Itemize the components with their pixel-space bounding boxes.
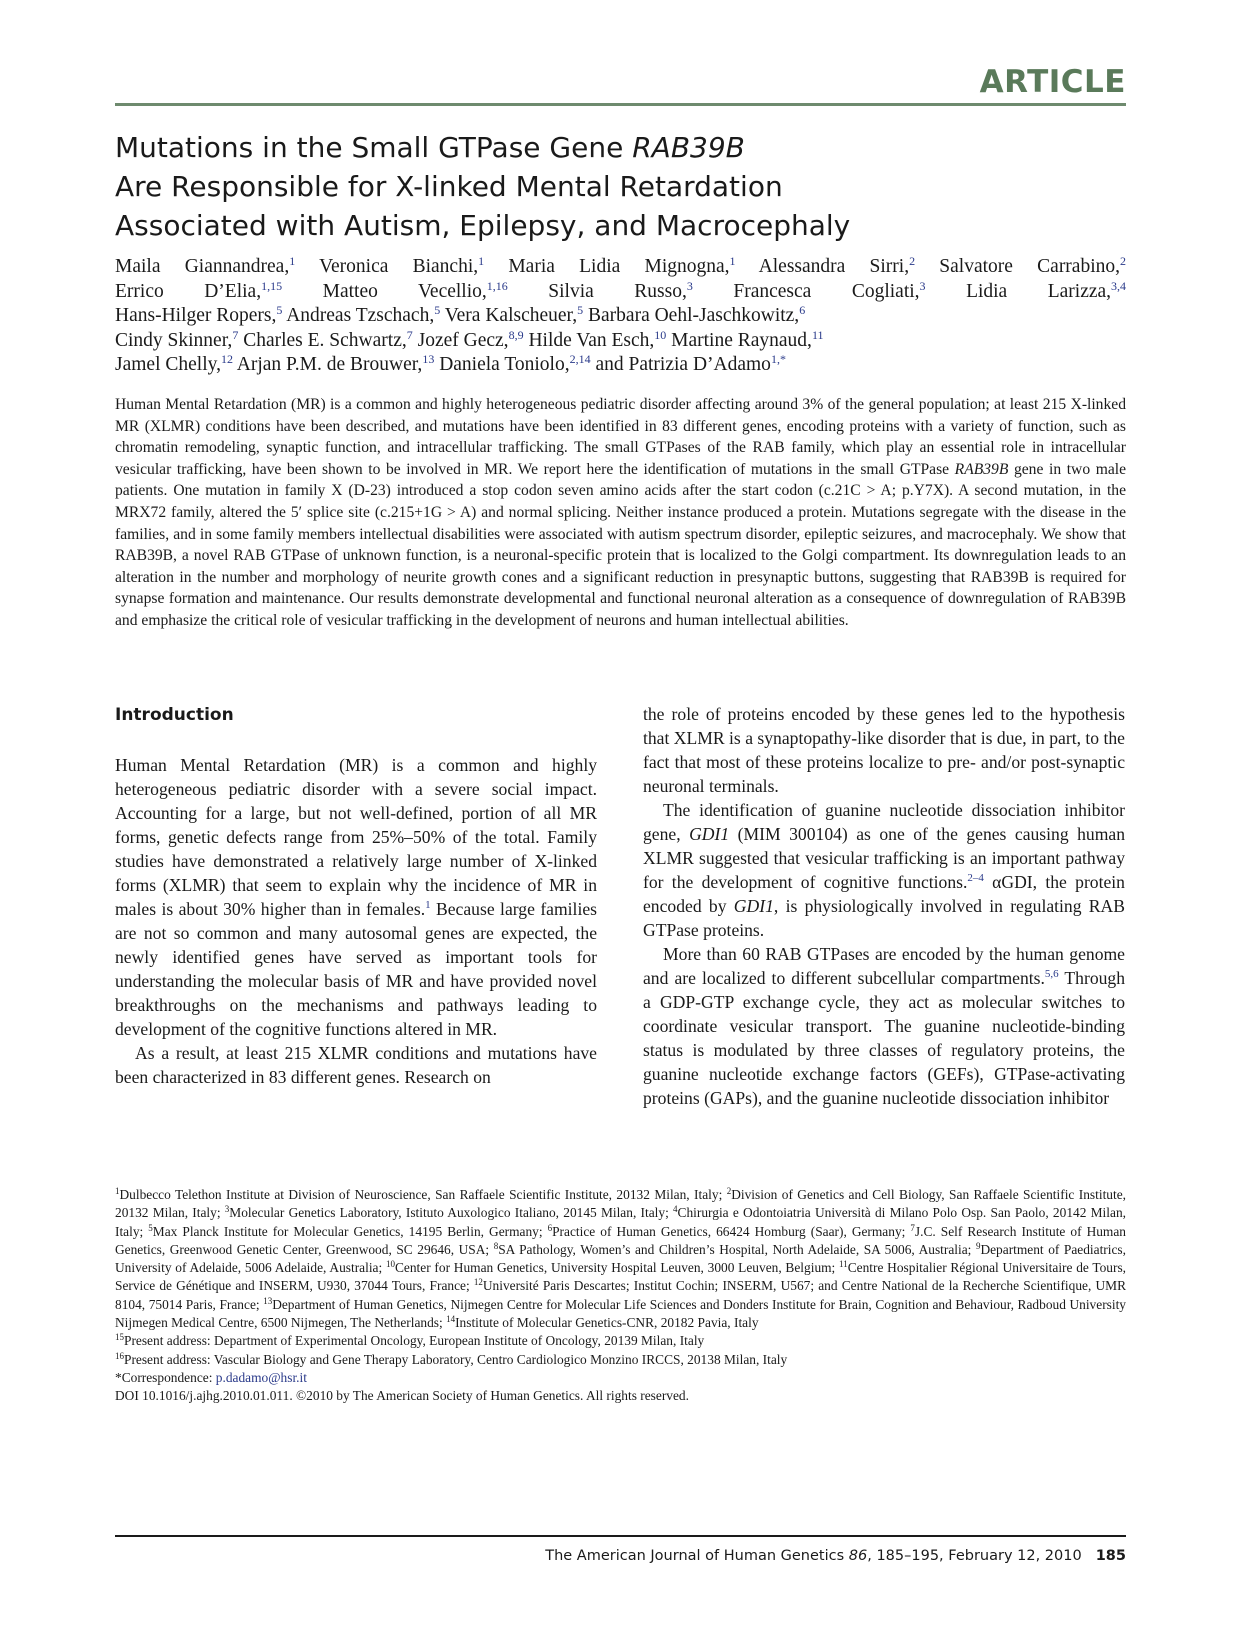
intro-paragraph: The identification of guanine nucleotide dissociation inhibitor gene, GDI1 (MIM 300104) as one of the genes causing human XLMR suggested that vesicular trafficking is an important pathway for the development of cognitive functions.$^{2-4}$ αGDI, the protein encoded by GDI1, is physiologically involved in regulating RAB GTPase proteins.	[643, 800, 1125, 940]
author: Arjan P.M. de Brouwer,$^{13}$	[236, 352, 435, 376]
author: Daniela Toniolo,$^{2,14}$	[439, 352, 591, 376]
header-rule	[115, 103, 1126, 106]
left-column	[115, 700, 597, 1089]
author: Hans-Hilger Ropers,$^5$	[115, 303, 283, 327]
author: Charles E. Schwartz,$^7$	[243, 327, 413, 351]
citation-ref[interactable]: 5,6	[1044, 968, 1059, 980]
author: Maria Lidia Mignogna,$^1$	[508, 254, 736, 277]
author-line	[115, 255, 1126, 280]
affiliations	[115, 1186, 1126, 1406]
page-number: 185	[1095, 1548, 1126, 1564]
correspondence-email-link[interactable]: p.dadamo@hsr.it	[215, 1369, 307, 1385]
author: Vera Kalscheuer,$^5$	[444, 303, 584, 327]
intro-paragraph: More than 60 RAB GTPases are encoded by the human genome and are localized to different subcellular compartments.$^{5,6}$ Through a GDP-GTP exchange cycle, they act as molecular switches to coordinate vesicular transport. The guanine nucleotide-binding status is modulated by three classes of regulatory proteins, the guanine nucleotide exchange factors (GEFs), GTPase-activating proteins (GAPs), and the guanine nucleotide dissociation inhibitor	[643, 944, 1126, 1108]
author: Francesca Cogliati,$^3$	[733, 278, 926, 302]
abstract-gene: RAB39B	[954, 460, 1009, 478]
author: Hilde Van Esch,$^{10}$	[528, 327, 667, 351]
author: Cindy Skinner,$^7$	[115, 327, 239, 351]
author-list	[115, 255, 1135, 378]
journal-citation: The American Journal of Human Genetics 86, 185–195, February 12, 2010	[545, 1548, 1082, 1564]
title-gene: RAB39B	[632, 131, 745, 164]
correspondence: *Correspondence: p.dadamo@hsr.it	[115, 1369, 307, 1385]
author: Alessandra Sirri,$^2$	[758, 254, 916, 277]
paper-title	[115, 128, 1115, 245]
author-line	[115, 304, 1126, 329]
affiliation-list: $^1$Dulbecco Telethon Institute at Division of Neuroscience, San Raffaele Scientific Institute, 20132 Milan, Italy; $^2$Division of Genetics and Cell Biology, San Raffaele Scientific Institute, 20132 Milan, Italy; $^3$Molecular Genetics Laboratory, Istituto Auxologico Italiano, 20145 Milan, Italy; $^4$Chirurgia e Odontoiatria Università di Milano Polo Osp. San Paolo, 20142 Milan, Italy; $^5$Max Planck Institute for Molecular Genetics, 14195 Berlin, Germany; $^6$Practice of Human Genetics, 66424 Homburg (Saar), Germany; $^7$J.C. Self Research Institute of Human Genetics, Greenwood Genetic Center, Greenwood, SC 29646, USA; $^8$SA Pathology, Women’s and Children’s Hospital, North Adelaide, SA 5006, Australia; $^9$Department of Paediatrics, University of Adelaide, 5006 Adelaide, Australia; $^{10}$Center for Human Genetics, University Hospital Leuven, 3000 Leuven, Belgium; $^{11}$Centre Hospitalier Régional Universitaire de Tours, Service de Génétique and INSERM, U930, 37044 Tours, France; $^{12}$Université Paris Descartes; Institut Cochin; INSERM, U567; and Centre National de la Recherche Scientifique, UMR 8104, 75014 Paris, France; $^{13}$Department of Human Genetics, Nijmegen Centre for Molecular Life Sciences and Donders Institute for Brain, Cognition and Behaviour, Radboud University Nijmegen Medical Centre, 6500 Nijmegen, The Netherlands; $^{14}$Institute of Molecular Genetics-CNR, 20182 Pavia, Italy	[115, 1186, 1127, 1331]
title-line-1: Mutations in the Small GTPase Gene RAB39B	[115, 131, 745, 164]
title-line-2: Are Responsible for X-linked Mental Retardation	[115, 170, 783, 203]
author-line	[115, 353, 1126, 378]
author: and Patrizia D’Adamo$^{1,*}$	[595, 352, 786, 376]
author: Silvia Russo,$^3$	[548, 278, 693, 302]
author: Barbara Oehl-Jaschkowitz,$^6$	[588, 303, 806, 327]
author-line	[115, 329, 1126, 354]
article-type-label: ARTICLE	[979, 64, 1126, 100]
footer-rule	[115, 1535, 1126, 1537]
page-footer	[545, 1548, 1126, 1564]
author: Jamel Chelly,$^{12}$	[115, 352, 233, 376]
section-heading-introduction: Introduction	[115, 705, 234, 725]
author: Matteo Vecellio,$^{1,16}$	[322, 278, 508, 302]
right-column	[643, 702, 1125, 1110]
author: Errico D’Elia,$^{1,15}$	[115, 278, 283, 302]
author: Veronica Bianchi,$^1$	[319, 254, 485, 277]
author: Andreas Tzschach,$^5$	[286, 303, 441, 327]
citation-ref[interactable]: 1	[425, 899, 431, 911]
present-address: $^{15}$Present address: Department of Experimental Oncology, European Institute of Oncology, 20139 Milan, Italy	[115, 1332, 705, 1349]
citation-ref[interactable]: 2–4	[967, 872, 984, 884]
present-address: $^{16}$Present address: Vascular Biology and Gene Therapy Laboratory, Centro Cardiologico Monzino IRCCS, 20138 Milan, Italy	[115, 1350, 788, 1367]
author: Martine Raynaud,$^{11}$	[671, 327, 824, 351]
abstract: Human Mental Retardation (MR) is a common and highly heterogeneous pediatric disorder affecting around 3% of the general population; at least 215 X-linked MR (XLMR) conditions have been described, and mutations have been identified in 83 different genes, encoding proteins with a variety of function, such as chromatin remodeling, synaptic function, and intracellular trafficking. The small GTPases of the RAB family, which play an essential role in intracellular vesicular trafficking, have been shown to be involved in MR. We report here the identification of mutations in the small GTPase RAB39B gene in two male patients. One mutation in family X (D-23) introduced a stop codon seven amino acids after the start codon (c.21C > A; p.Y7X). A second mutation, in the MRX72 family, altered the 5′ splice site (c.215+1G > A) and normal splicing. Neither instance produced a protein. Mutations segregate with the disease in the families, and in some family members intellectual disabilities were associated with autism spectrum disorder, epileptic seizures, and macrocephaly. We show that RAB39B, a novel RAB GTPase of unknown function, is a neuronal-specific protein that is localized to the Golgi compartment. Its downregulation leads to an alteration in the number and morphology of neurite growth cones and a significant reduction in presynaptic buttons, suggesting that RAB39B is required for synapse formation and maintenance. Our results demonstrate developmental and functional neuronal alteration as a consequence of downregulation of RAB39B and emphasize the critical role of vesicular trafficking in the development of neurons and human intellectual abilities.	[115, 396, 1127, 629]
intro-paragraph: Human Mental Retardation (MR) is a common and highly heterogeneous pediatric disorder with a severe social impact. Accounting for a large, but not well-defined, portion of all MR forms, genetic defects range from 25%–50% of the total. Family studies have demonstrated a relatively large number of X-linked forms (XLMR) that seem to explain why the incidence of MR in males is about 30% higher than in females.$^1$ Because large families are not so common and many autosomal genes are expected, the newly identified genes have served as important tools for understanding the molecular basis of MR and have provided novel breakthroughs on the mechanisms and pathways leading to development of the cognitive functions altered in MR.	[115, 755, 597, 1039]
doi-line: DOI 10.1016/j.ajhg.2010.01.011. ©2010 by The American Society of Human Genetics. All rights reserved.	[115, 1388, 689, 1404]
author: Lidia Larizza,$^{3,4}$	[966, 278, 1127, 302]
title-line-3: Associated with Autism, Epilepsy, and Macrocephaly	[115, 209, 851, 242]
intro-paragraph: As a result, at least 215 XLMR conditions and mutations have been characterized in 83 different genes. Research on	[115, 1043, 597, 1087]
author-line	[115, 280, 1126, 305]
author: Maila Giannandrea,$^1$	[115, 254, 296, 277]
author: Jozef Gecz,$^{8,9}$	[417, 327, 524, 351]
author: Salvatore Carrabino,$^2$	[939, 254, 1126, 277]
intro-paragraph: the role of proteins encoded by these genes led to the hypothesis that XLMR is a synaptopathy-like disorder that is due, in part, to the fact that most of these proteins localize to pre- and/or post-synaptic neuronal terminals.	[643, 704, 1125, 796]
